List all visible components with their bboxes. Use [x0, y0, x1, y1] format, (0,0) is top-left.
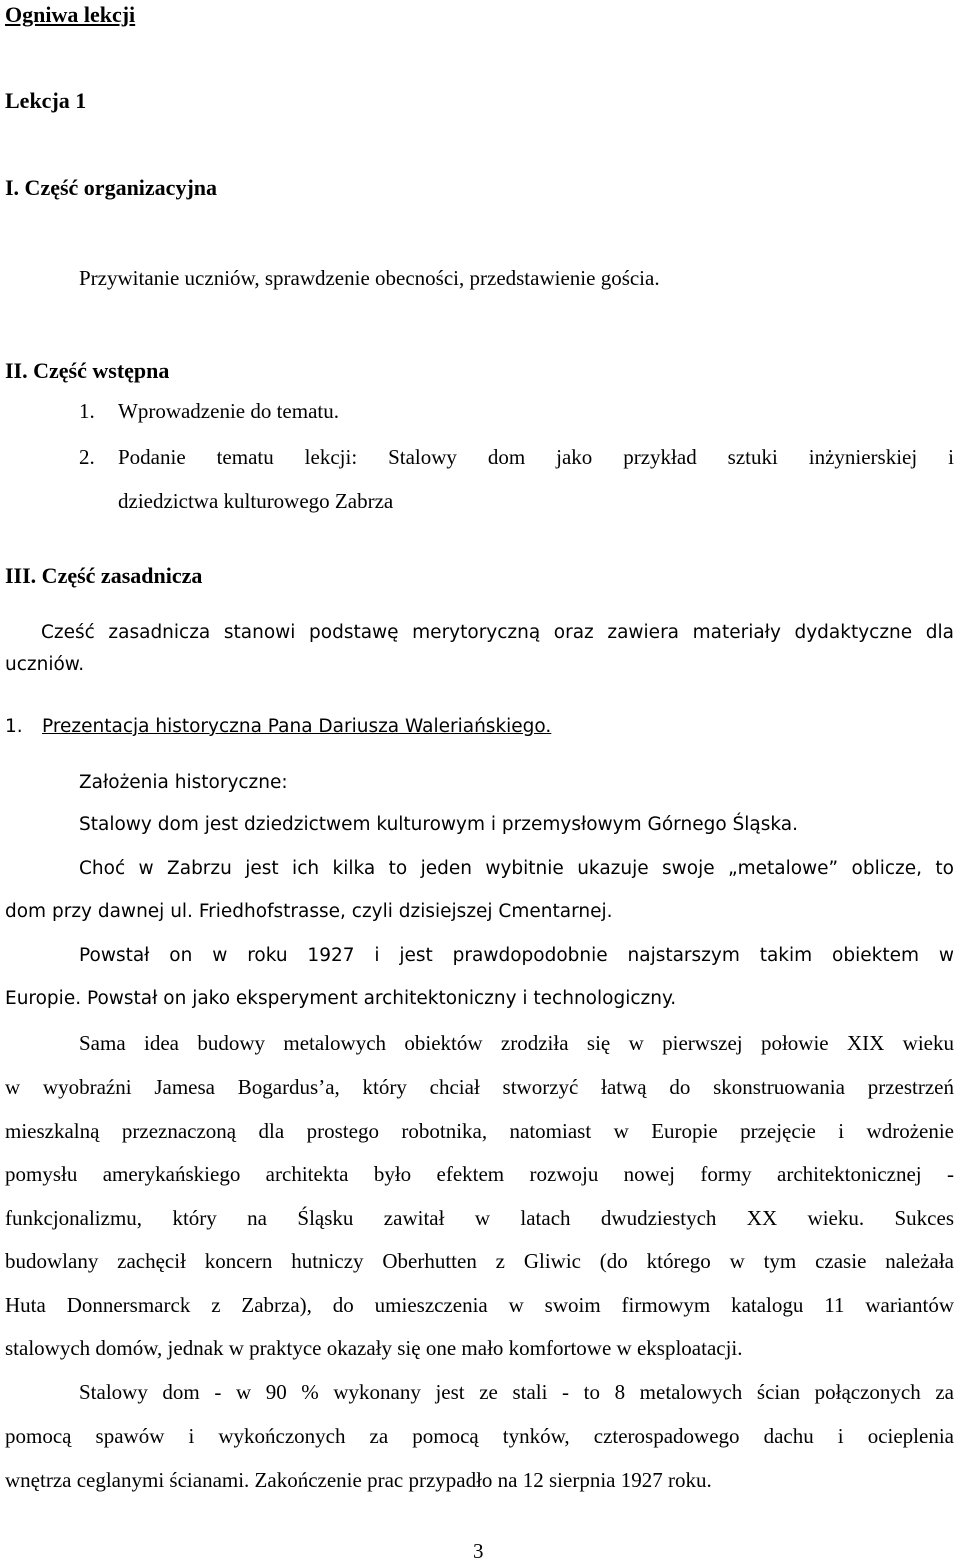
paragraph-line: Huta Donnersmarck z Zabrza), do umieszczenia w swoim firmowym katalogu 11 wariantów [5, 1293, 954, 1317]
paragraph-line: dom przy dawnej ul. Friedhofstrasse, czyli dzisiejszej Cmentarnej. [5, 901, 613, 922]
lesson-heading: Lekcja 1 [5, 88, 87, 113]
section-text-organizational: Przywitanie uczniów, sprawdzenie obecności, przedstawienie gościa. [79, 266, 660, 290]
paragraph-line: stalowych domów, jednak w praktyce okazały się one mało komfortowe w eksploatacji. [5, 1336, 743, 1360]
page-number: 3 [473, 1539, 484, 1563]
assumptions-label: Założenia historyczne: [79, 772, 288, 793]
paragraph-line: Europie. Powstał on jako eksperyment architektoniczny i technologiczny. [5, 988, 677, 1009]
list-item: Podanie tematu lekcji: Stalowy dom jako przykład sztuki inżynierskiej i [118, 445, 954, 469]
document-title: Ogniwa lekcji [5, 2, 136, 27]
paragraph-line: budowlany zachęcił koncern hutniczy Oberhutten z Gliwic (do którego w tym czasie należała [5, 1249, 954, 1273]
paragraph-line: Stalowy dom jest dziedzictwem kulturowym i przemysłowym Górnego Śląska. [79, 814, 798, 835]
list-item-continuation: dziedzictwa kulturowego Zabrza [118, 489, 394, 513]
section-heading-organizational: I. Część organizacyjna [5, 175, 218, 200]
paragraph-line: funkcjonalizmu, który na Śląsku zawitał w latach dwudziestych XX wieku. Sukces [5, 1206, 954, 1230]
list-item: Wprowadzenie do tematu. [118, 399, 339, 423]
paragraph-line: w wyobraźni Jamesa Bogardus’a, który chciał stworzyć łatwą do skonstruowania przestrzeń [5, 1075, 954, 1099]
list-number: 2. [79, 445, 95, 469]
section-intro-continuation: uczniów. [5, 654, 85, 675]
paragraph-line: wnętrza ceglanymi ścianami. Zakończenie prac przypadło na 12 sierpnia 1927 roku. [5, 1468, 712, 1492]
paragraph-line: Stalowy dom - w 90 % wykonany jest ze stali - to 8 metalowych ścian połączonych za [79, 1380, 954, 1404]
section-heading-introductory: II. Część wstępna [5, 358, 170, 383]
paragraph-line: pomysłu amerykańskiego architekta było efektem rozwoju nowej formy architektonicznej - [5, 1162, 954, 1186]
paragraph-line: pomocą spawów i wykończonych za pomocą tynków, czterospadowego dachu i ocieplenia [5, 1424, 954, 1448]
list-number: 1. [79, 399, 95, 423]
paragraph-line: Sama idea budowy metalowych obiektów zrodziła się w pierwszej połowie XIX wieku [79, 1031, 954, 1055]
paragraph-line: mieszkalną przeznaczoną dla prostego robotnika, natomiast w Europie przejęcie i wdrożenie [5, 1119, 954, 1143]
section-heading-main: III. Część zasadnicza [5, 563, 203, 588]
presentation-title: Prezentacja historyczna Pana Dariusza Waleriańskiego. [42, 716, 552, 737]
section-intro: Cześć zasadnicza stanowi podstawę merytoryczną oraz zawiera materiały dydaktyczne dla [41, 622, 954, 643]
paragraph-line: Choć w Zabrzu jest ich kilka to jeden wybitnie ukazuje swoje „metalowe” oblicze, to [79, 858, 954, 879]
paragraph-line: Powstał on w roku 1927 i jest prawdopodobnie najstarszym takim obiektem w [79, 945, 954, 966]
list-number: 1. [5, 716, 23, 737]
